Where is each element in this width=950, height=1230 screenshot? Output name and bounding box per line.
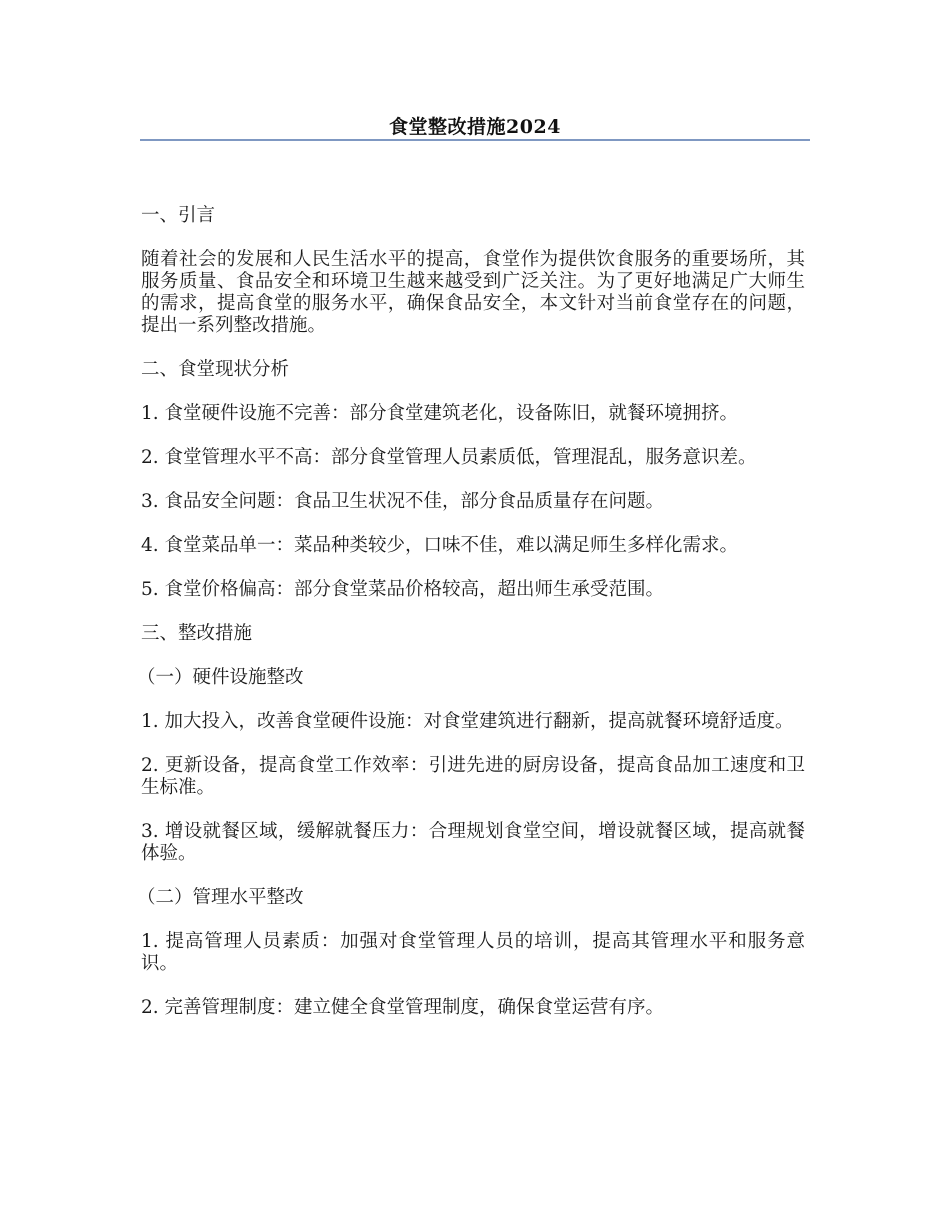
- section-heading-analysis: 二、食堂现状分析: [141, 359, 290, 380]
- document-title: 食堂整改措施2024: [389, 116, 561, 138]
- hardware-item-2: 2. 更新设备，提高食堂工作效率：引进先进的厨房设备，提高食品加工速度和卫生标准。: [141, 755, 805, 798]
- subsection-heading-management: （二）管理水平整改: [137, 887, 304, 908]
- management-item-2: 2. 完善管理制度：建立健全食堂管理制度，确保食堂运营有序。: [141, 997, 665, 1018]
- analysis-item-1: 1. 食堂硬件设施不完善：部分食堂建筑老化，设备陈旧，就餐环境拥挤。: [141, 403, 739, 424]
- hardware-item-1: 1. 加大投入，改善食堂硬件设施：对食堂建筑进行翻新，提高就餐环境舒适度。: [141, 711, 794, 732]
- hardware-item-3: 3. 增设就餐区域，缓解就餐压力：合理规划食堂空间，增设就餐区域，提高就餐体验。: [141, 821, 805, 864]
- paragraph-intro: 随着社会的发展和人民生活水平的提高，食堂作为提供饮食服务的重要场所，其服务质量、食品安全和环境卫生越来越受到广泛关注。为了更好地满足广大师生的需求，提高食堂的服务水平，确保食品安全，本文针对当前食堂存在的问题，提出一系列整改措施。: [141, 249, 805, 336]
- section-heading-intro: 一、引言: [141, 205, 216, 226]
- document-body: [137, 205, 805, 1041]
- management-item-1: 1. 提高管理人员素质：加强对食堂管理人员的培训，提高其管理水平和服务意识。: [141, 931, 805, 974]
- section-heading-measures: 三、整改措施: [141, 623, 253, 644]
- subsection-heading-hardware: （一）硬件设施整改: [137, 667, 304, 688]
- analysis-item-2: 2. 食堂管理水平不高：部分食堂管理人员素质低，管理混乱，服务意识差。: [141, 447, 757, 468]
- title-underline: [140, 139, 810, 141]
- analysis-item-3: 3. 食品安全问题：食品卫生状况不佳，部分食品质量存在问题。: [141, 491, 665, 512]
- analysis-item-4: 4. 食堂菜品单一：菜品种类较少，口味不佳，难以满足师生多样化需求。: [141, 535, 739, 556]
- analysis-item-5: 5. 食堂价格偏高：部分食堂菜品价格较高，超出师生承受范围。: [141, 579, 665, 600]
